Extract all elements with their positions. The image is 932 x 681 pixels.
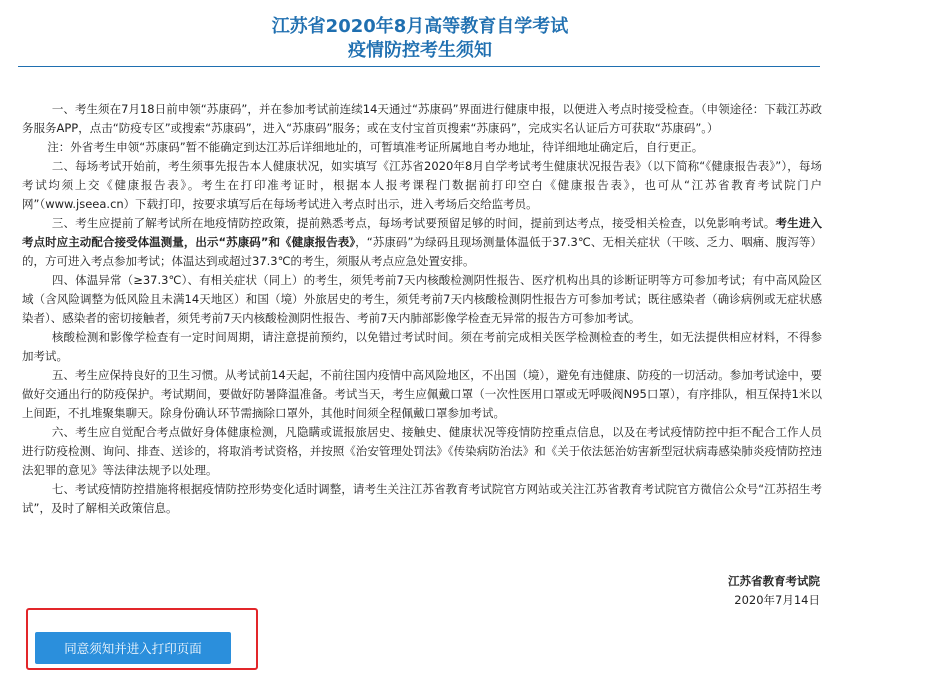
notice-paragraph-4: 四、体温异常（≥37.3℃）、有相关症状（同上）的考生，须凭考前7天内核酸检测阴性报告、医疗机构出具的诊断证明等方可参加考试；有中高风险区域（含风险调整为低风险且未满14天地区）和国（境）外旅居史的考生，须凭考前7天内核酸检测阴性报告方可参加考试；既往感染者（确诊病例或无症状感染者）、感染者的密切接触者，须凭考前7天内核酸检测阴性报告、考前7天内肺部影像学检查无异常的报告方可参加考试。 <box>22 273 822 325</box>
notice-paragraph-3 <box>22 214 822 271</box>
notice-paragraph-1: 一、考生须在7月18日前申领“苏康码”，并在参加考试前连续14天通过“苏康码”界面进行健康申报，以便进入考点时接受检查。（申领途径：下载江苏政务服务APP，点击“防疫专区”或搜索“苏康码”，进入“苏康码”服务；或在支付宝首页搜索“苏康码”，完成实名认证后方可获取“苏康码”。） <box>22 102 822 135</box>
notice-paragraph-4-extra: 核酸检测和影像学检查有一定时间周期，请注意提前预约，以免错过考试时间。须在考前完成相关医学检测检查的考生，如无法提供相应材料，不得参加考试。 <box>22 330 822 363</box>
notice-paragraph-6: 六、考生应自觉配合考点做好身体健康检测，凡隐瞒或谎报旅居史、接触史、健康状况等疫情防控重点信息，以及在考试疫情防控中拒不配合工作人员进行防疫检测、询问、排查、送诊的，将取消考试资格，并按照《治安管理处罚法》《传染病防治法》和《关于依法惩治妨害新型冠状病毒感染肺炎疫情防控违法犯罪的意见》等法律法规予以处理。 <box>22 425 822 477</box>
notice-paragraph-3-rest: ，“苏康码”为绿码且现场测量体温低于37.3℃、无相关症状（干咳、乏力、咽痛、腹泻等）的，方可进入考点参加考试；体温达到或超过37.3℃的考生，须服从考点应急处置安排。 <box>22 235 822 268</box>
signature-block <box>728 572 820 610</box>
notice-paragraph-3-intro: 三、考生应提前了解考试所在地疫情防控政策，提前熟悉考点，每场考试要预留足够的时间，提前到达考点，接受相关检查，以免影响考试。 <box>51 216 776 230</box>
agree-and-print-button[interactable]: 同意须知并进入打印页面 <box>35 632 231 664</box>
notice-paragraph-1-note: 注：外省考生申领“苏康码”暂不能确定到达江苏后详细地址的，可暂填准考证所属地自考办地址，待详细地址确定后，自行更正。 <box>47 140 704 154</box>
signature-date: 2020年7月14日 <box>734 593 820 607</box>
page-title: 江苏省2020年8月高等教育自学考试 <box>271 16 569 37</box>
notice-body <box>22 100 822 518</box>
signature-org: 江苏省教育考试院 <box>728 574 820 588</box>
notice-paragraph-3-highlight: 考生进入考点时应主动配合接受体温测量，出示“苏康码”和《健康报告表》 <box>22 216 822 249</box>
page-subtitle: 疫情防控考生须知 <box>348 40 492 61</box>
title-divider <box>18 66 820 67</box>
notice-paragraph-5: 五、考生应保持良好的卫生习惯。从考试前14天起，不前往国内疫情中高风险地区，不出国（境），避免有违健康、防疫的一切活动。参加考试途中，要做好交通出行的防疫保护。考试期间，要做好防暑降温准备。考试当天，考生应佩戴口罩（一次性医用口罩或无呼吸阀N95口罩），有序排队，相互保持1米以上间距，不扎堆聚集聊天。除身份确认环节需摘除口罩外，其他时间须全程佩戴口罩参加考试。 <box>22 368 822 420</box>
notice-paragraph-2: 二、每场考试开始前，考生须事先报告本人健康状况，如实填写《江苏省2020年8月自学考试考生健康状况报告表》（以下简称“《健康报告表》”），每场考试均须上交《健康报告表》。考生在打印准考证时，根据本人报考课程门数据前打印空白《健康报告表》，也可从“江苏省教育考试院门户网”（www.jseea.cn）下载打印，按要求填写后在每场考试进入考点时出示，进入考场后交给监考员。 <box>22 159 822 211</box>
notice-paragraph-7: 七、考试疫情防控措施将根据疫情防控形势变化适时调整，请考生关注江苏省教育考试院官方网站或关注江苏省教育考试院官方微信公众号“江苏招生考试”，及时了解相关政策信息。 <box>22 482 822 515</box>
